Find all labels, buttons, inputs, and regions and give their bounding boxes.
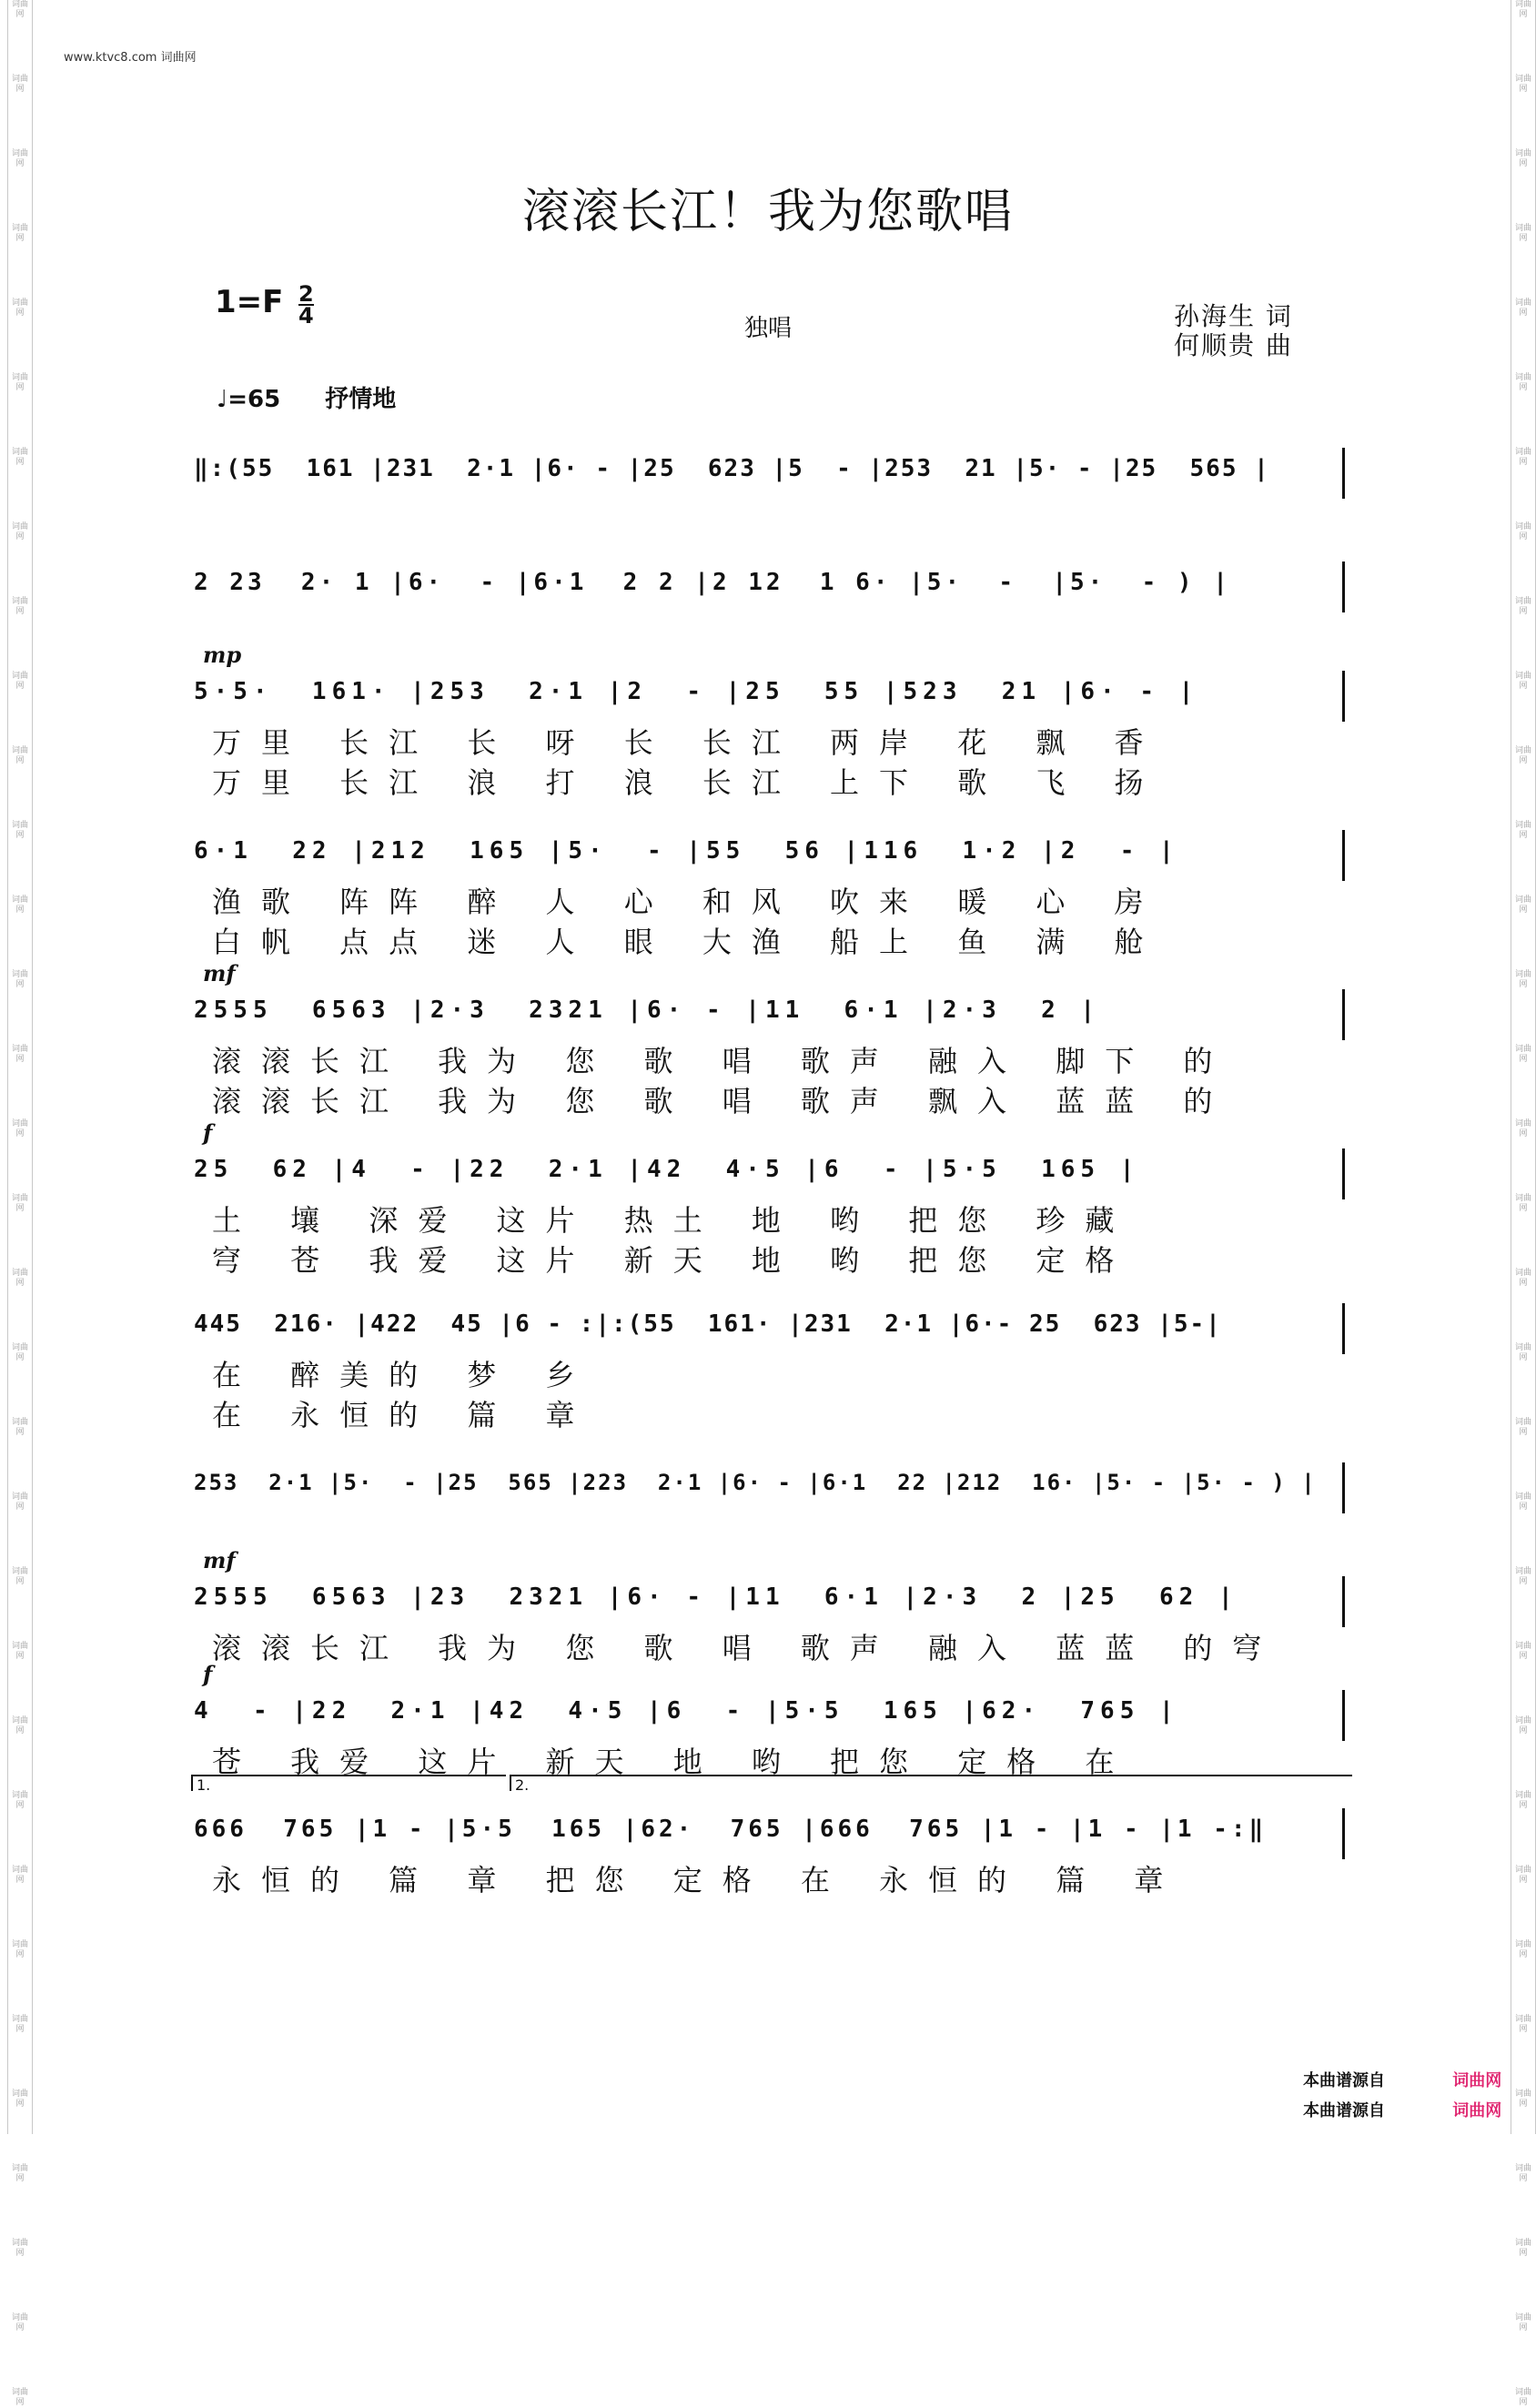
underline-guide: [194, 1187, 1322, 1189]
notation-row: 2555 6563 |23 2321 |6· - |11 6·1 |2·3 2 |25 62 |: [194, 1583, 1238, 1611]
lyrics-verse-1: 苍 我爱 这片 新天 地 哟 把您 定格 在: [212, 1745, 1135, 1779]
expression-marking: 抒情地: [325, 386, 397, 413]
dynamic-marking: f: [203, 1661, 213, 1687]
performance-type: 独唱: [744, 315, 793, 342]
footer-site-link[interactable]: 词曲网: [1452, 2101, 1502, 2120]
barline: [1342, 1148, 1345, 1199]
lyrics-verse-1: 万里 长江 长 呀 长 长江 两岸 花 飘 香: [212, 725, 1164, 760]
score-line: [194, 837, 1349, 1010]
tempo-marking: [217, 380, 396, 414]
time-signature-bottom: 4: [298, 303, 314, 329]
barline: [1342, 1808, 1345, 1859]
page-title: 滚滚长江！我为您歌唱: [521, 185, 1014, 239]
notation-row: 25 62 |4 - |22 2·1 |42 4·5 |6 - |5·5 165 |: [194, 1156, 1140, 1183]
notation-row: 6·1 22 |212 165 |5· - |55 56 |116 1·2 |2 - |: [194, 837, 1179, 865]
footer-site-link[interactable]: 词曲网: [1452, 2071, 1502, 2090]
notation-row: 445 216· |422 45 |6 - :|:(55 161· |231 2·1 |6·- 25 623 |5-|: [194, 1310, 1222, 1338]
volta-first-ending: 1.: [191, 1775, 506, 1791]
composer-credit: 何顺贵 曲: [1174, 330, 1293, 360]
barline: [1342, 1576, 1345, 1627]
score-line: [194, 1119, 1349, 1329]
tempo-value: ♩=65: [217, 386, 281, 413]
footer-source-1: [1303, 2068, 1501, 2091]
notation-row: 2555 6563 |2·3 2321 |6· - |11 6·1 |2·3 2 |: [194, 997, 1101, 1024]
barline: [1342, 1462, 1345, 1513]
footer-source-label: 本曲谱源自: [1303, 2071, 1385, 2090]
lyrics-verse-1: 永恒的 篇 章 把您 定格 在 永恒的 篇 章: [212, 1863, 1184, 1897]
right-margin-strip: 词曲网 词曲网 词曲网 词曲网 词曲网 词曲网 词曲网 词曲网 词曲网 词曲网 词曲网 词曲网 词曲网 词曲网 词曲网 词曲网 词曲网 词曲网 词曲网 词曲网 词曲网 词曲网 词曲网 词曲网 词曲网 词曲网 词曲网 词曲网 词曲网 词曲网 词曲网 词曲网 词曲网: [1511, 0, 1536, 2134]
underline-guide: [194, 1027, 1322, 1029]
footer-source-2: [1303, 2098, 1501, 2121]
dynamic-marking: mf: [203, 960, 236, 986]
underline-guide: [194, 868, 1322, 870]
underline-guide: [194, 709, 1322, 711]
barline: [1342, 989, 1345, 1040]
lyrics-verse-2: 白帆 点点 迷 人 眼 大渔 船上 鱼 满 舱: [212, 925, 1164, 959]
barline: [1342, 1690, 1345, 1741]
lyrics-verse-2: 在 永恒的 篇 章: [212, 1398, 595, 1432]
barline: [1342, 671, 1345, 722]
score-line: [194, 1310, 1349, 1483]
footer-source-label: 本曲谱源自: [1303, 2101, 1385, 2120]
notation-row: 5·5· 161· |253 2·1 |2 - |25 55 |523 21 |6· - |: [194, 678, 1199, 705]
watermark-url: www.ktvc8.com 词曲网: [64, 51, 197, 65]
dynamic-marking: f: [203, 1119, 213, 1146]
barline: [1342, 562, 1345, 612]
score-line: [194, 1816, 1349, 1988]
underline-guide: [194, 1728, 1322, 1730]
lyrics-verse-1: 土 壤 深爱 这片 热土 地 哟 把您 珍藏: [212, 1203, 1135, 1238]
notation-row: 253 2·1 |5· - |25 565 |223 2·1 |6· - |6·1 22 |212 16· |5· - |5· - ) |: [194, 1470, 1317, 1495]
time-signature-top: 2: [298, 281, 314, 307]
underline-guide: [194, 1341, 1322, 1343]
lyricist-credit: 孙海生 词: [1174, 301, 1293, 331]
underline-guide: [194, 1846, 1322, 1848]
barline: [1342, 448, 1345, 499]
notation-row: ‖:(55 161 |231 2·1 |6· - |25 623 |5 - |253 21 |5· - |25 565 |: [194, 455, 1270, 482]
lyrics-verse-2: 滚滚长江 我为 您 歌 唱 歌声 飘入 蓝蓝 的: [212, 1084, 1233, 1118]
lyrics-verse-2: 穹 苍 我爱 这片 新天 地 哟 把您 定格: [212, 1243, 1135, 1278]
underline-guide: [194, 1501, 1322, 1502]
lyrics-verse-1: 在 醉美的 梦 乡: [212, 1358, 595, 1392]
lyrics-verse-1: 渔歌 阵阵 醉 人 心 和风 吹来 暖 心 房: [212, 885, 1164, 919]
time-signature: [298, 281, 314, 329]
score-line: [194, 960, 1349, 1169]
barline: [1342, 1303, 1345, 1354]
dynamic-marking: mf: [203, 1547, 236, 1573]
lyrics-verse-1: 滚滚长江 我为 您 歌 唱 歌声 融入 脚下 的: [212, 1044, 1233, 1078]
underline-guide: [194, 600, 1322, 602]
dynamic-marking: mp: [203, 642, 242, 668]
underline-guide: [194, 486, 1322, 488]
lyrics-verse-2: 万里 长江 浪 打 浪 长江 上下 歌 飞 扬: [212, 765, 1164, 800]
left-margin-strip: 词曲网 词曲网 词曲网 词曲网 词曲网 词曲网 词曲网 词曲网 词曲网 词曲网 词曲网 词曲网 词曲网 词曲网 词曲网 词曲网 词曲网 词曲网 词曲网 词曲网 词曲网 词曲网 词曲网 词曲网 词曲网 词曲网 词曲网 词曲网 词曲网 词曲网 词曲网 词曲网 词曲网: [7, 0, 33, 2134]
score-line: [194, 642, 1349, 851]
key-signature: 1=F: [215, 284, 284, 320]
notation-row: 4 - |22 2·1 |42 4·5 |6 - |5·5 165 |62· 765 |: [194, 1697, 1179, 1725]
underline-guide: [194, 1614, 1322, 1616]
notation-row: 666 765 |1 - |5·5 165 |62· 765 |666 765 |1 - |1 - |1 -:‖: [194, 1816, 1268, 1843]
notation-row: 2 23 2· 1 |6· - |6·1 2 2 |2 12 1 6· |5· - |5· - ) |: [194, 569, 1231, 596]
lyrics-verse-1: 滚滚长江 我为 您 歌 唱 歌声 融入 蓝蓝 的穹: [212, 1631, 1282, 1665]
barline: [1342, 830, 1345, 881]
volta-second-ending: 2.: [510, 1775, 1352, 1791]
